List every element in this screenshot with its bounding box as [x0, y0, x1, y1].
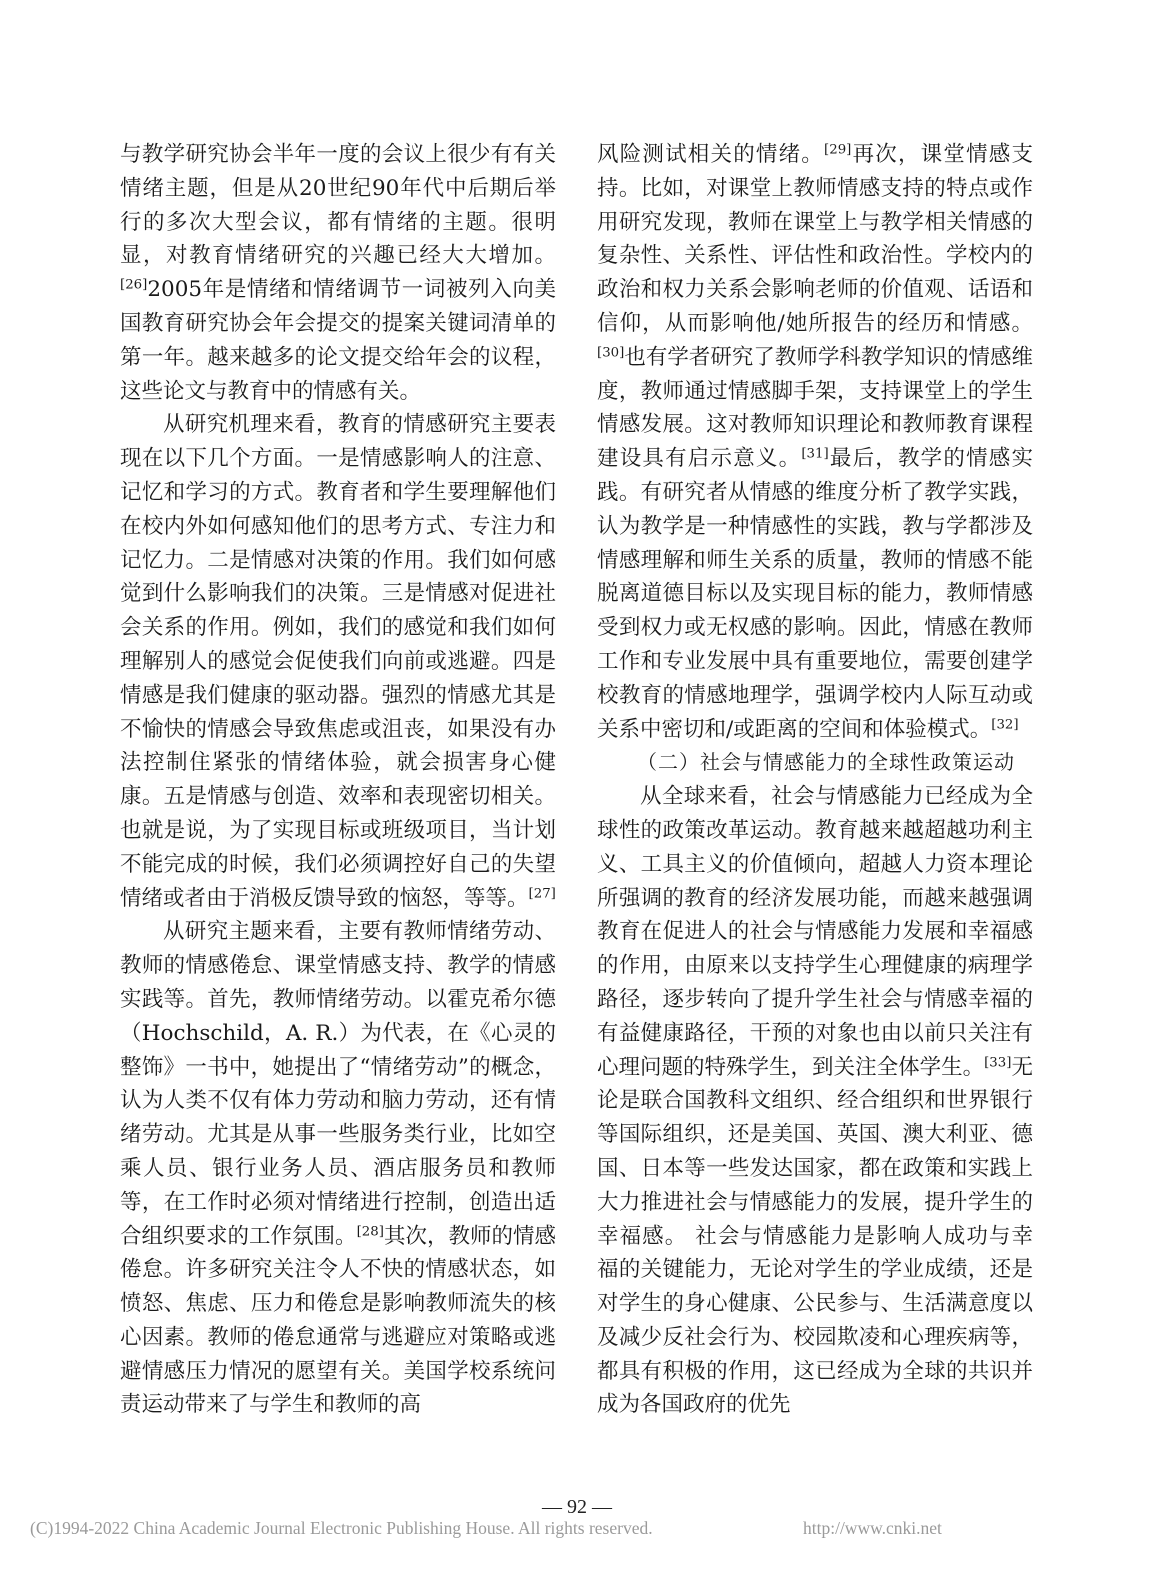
citation-ref: [26] [120, 277, 148, 293]
citation-ref: [29] [824, 142, 852, 158]
paragraph-text: 从全球来看，社会与情感能力已经成为全球性的政策改革运动。教育越来越超越功利主义、工具主义的价值倾向，超越人力资本理论所强调的教育的经济发展功能，而越来越强调教育在促进人的社会与情感能力发展和幸福感的作用，由原来以支持学生心理健康的病理学路径，逐步转向了提升学生社会与情感幸福的有益健康路径，干预的对象也由以前只关注有心理问题的特殊学生，到关注全体学生。 [597, 784, 1033, 1080]
footer-copyright: (C)1994-2022 China Academic Journal Electronic Publishing House. All rights reserved. [30, 1518, 653, 1538]
paragraph [120, 138, 556, 408]
paragraph-text: 也有学者研究了教师学科教学知识的情感维度，教师通过情感脚手架，支持课堂上的学生情感发展。这对教师知识理论和教师教育课程建设具有启示意义。 [597, 344, 1033, 472]
paragraph [597, 780, 1033, 1422]
paragraph [120, 915, 556, 1422]
footer-url[interactable]: http://www.cnki.net [803, 1518, 942, 1538]
paragraph-text: 最后，教学的情感实践。有研究者从情感的维度分析了教学实践，认为教学是一种情感性的实践，教与学都涉及情感理解和师生关系的质量，教师的情感不能脱离道德目标以及实现目标的能力，教师情感受到权力或无权感的影响。因此，情感在教师工作和专业发展中具有重要地位，需要创建学校教育的情感地理学，强调学校内人际互动或关系中密切和/或距离的空间和体验模式。 [597, 446, 1033, 742]
citation-ref: [32] [991, 717, 1019, 733]
paragraph-text: 无论是联合国教科文组织、经合组织和世界银行等国际组织，还是美国、英国、澳大利亚、德国、日本等一些发达国家，都在政策和实践上大力推进社会与情感能力的发展，提升学生的幸福感。 社会与情感能力是影响人成功与幸福的关键能力，无论对学生的学业成绩，还是对学生的身心健康、公民参与、生活满意度以及减少反社会行为、校园欺凌和心理疾病等，都具有积极的作用，这已经成为全球的共识并成为各国政府的优先 [597, 1054, 1033, 1418]
paragraph-text: 与教学研究协会半年一度的会议上很少有有关情绪主题，但是从20世纪90年代中后期后举行的多次大型会议，都有情绪的主题。很明显，对教育情绪研究的兴趣已经大大增加。 [120, 142, 556, 269]
section-subheading: （二）社会与情感能力的全球性政策运动 [637, 750, 1015, 775]
paragraph-text: 再次，课堂情感支持。比如，对课堂上教师情感支持的特点或作用研究发现，教师在课堂上与教学相关情感的复杂性、关系性、评估性和政治性。学校内的政治和权力关系会影响老师的价值观、话语和信仰，从而影响他/她所报告的经历和情感。 [597, 142, 1033, 336]
paragraph [597, 138, 1033, 746]
citation-ref: [30] [597, 345, 625, 361]
paragraph-text: 其次，教师的情感倦怠。许多研究关注令人不快的情感状态，如愤怒、焦虑、压力和倦怠是影响教师流失的核心因素。教师的倦怠通常与逃避应对策略或逃避情感压力情况的愿望有关。美国学校系统问责运动带来了与学生和教师的高 [120, 1223, 556, 1418]
citation-ref: [27] [528, 886, 556, 902]
paragraph [120, 408, 556, 915]
citation-ref: [33] [984, 1055, 1012, 1071]
page-number: — 92 — [542, 1496, 612, 1518]
left-column [120, 138, 556, 1422]
right-column [597, 138, 1033, 1422]
citation-ref: [31] [801, 446, 829, 462]
citation-ref: [28] [356, 1224, 384, 1240]
paragraph-text: 2005年是情绪和情绪调节一词被列入向美国教育研究协会年会提交的提案关键词清单的第一年。越来越多的论文提交给年会的议程，这些论文与教育中的情感有关。 [120, 277, 556, 404]
paragraph-text: 从研究主题来看，主要有教师情绪劳动、教师的情感倦怠、课堂情感支持、教学的情感实践等。首先，教师情绪劳动。以霍克希尔德（Hochschild，A. R.）为代表，在《心灵的整饰》一书中，她提出了“情绪劳动”的概念，认为人类不仅有体力劳动和脑力劳动，还有情绪劳动。尤其是从事一些服务类行业，比如空乘人员、银行业务人员、酒店服务员和教师等，在工作时必须对情绪进行控制，创造出适合组织要求的工作氛围。 [120, 919, 556, 1249]
paragraph-text: 从研究机理来看，教育的情感研究主要表现在以下几个方面。一是情感影响人的注意、记忆和学习的方式。教育者和学生要理解他们在校内外如何感知他们的思考方式、专注力和记忆力。二是情感对决策的作用。我们如何感觉到什么影响我们的决策。三是情感对促进社会关系的作用。例如，我们的感觉和我们如何理解别人的感觉会促使我们向前或逃避。四是情感是我们健康的驱动器。强烈的情感尤其是不愉快的情感会导致焦虑或沮丧，如果没有办法控制住紧张的情绪体验，就会损害身心健康。五是情感与创造、效率和表现密切相关。也就是说，为了实现目标或班级项目，当计划不能完成的时候，我们必须调控好自己的失望情绪或者由于消极反馈导致的恼怒，等等。 [120, 412, 556, 911]
paragraph-text: 风险测试相关的情绪。 [597, 142, 825, 167]
